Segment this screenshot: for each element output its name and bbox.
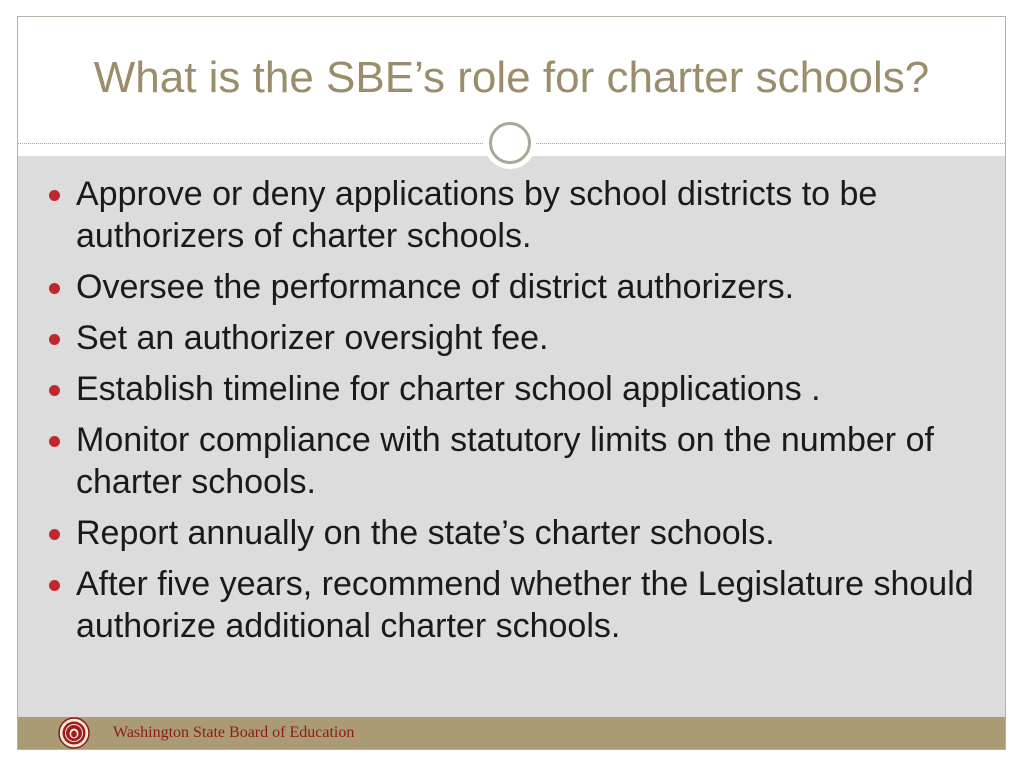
bullet-dot-icon [49,190,60,201]
bullet-dot-icon [49,436,60,447]
slide-title: What is the SBE’s role for charter schools? [93,53,930,102]
bullet-text: Monitor compliance with statutory limits on the number of charter schools. [76,421,934,501]
bullet-dot-icon [49,283,60,294]
footer-organization: Washington State Board of Education [113,724,355,741]
bullet-list [18,173,1005,656]
bullet-item [18,266,1005,308]
bullet-item [18,419,1005,503]
circle-ornament-icon [484,117,536,169]
bullet-text: After five years, recommend whether the Legislature should authorize additional charter schools. [76,565,974,645]
bullet-text: Oversee the performance of district authorizers. [76,268,795,306]
bullet-dot-icon [49,580,60,591]
bullet-item [18,317,1005,359]
bullet-item [18,512,1005,554]
bullet-text: Set an authorizer oversight fee. [76,319,549,357]
footer-bar [18,717,1005,749]
bullet-dot-icon [49,334,60,345]
bullet-text: Establish timeline for charter school applications . [76,370,821,408]
bullet-item [18,173,1005,257]
bullet-item [18,563,1005,647]
bullet-dot-icon [49,529,60,540]
bullet-text: Report annually on the state’s charter schools. [76,514,775,552]
bullet-text: Approve or deny applications by school districts to be authorizers of charter schools. [76,175,878,255]
bullet-item [18,368,1005,410]
slide-frame [17,16,1006,750]
bullet-dot-icon [49,385,60,396]
wa-state-seal-icon [58,717,90,749]
